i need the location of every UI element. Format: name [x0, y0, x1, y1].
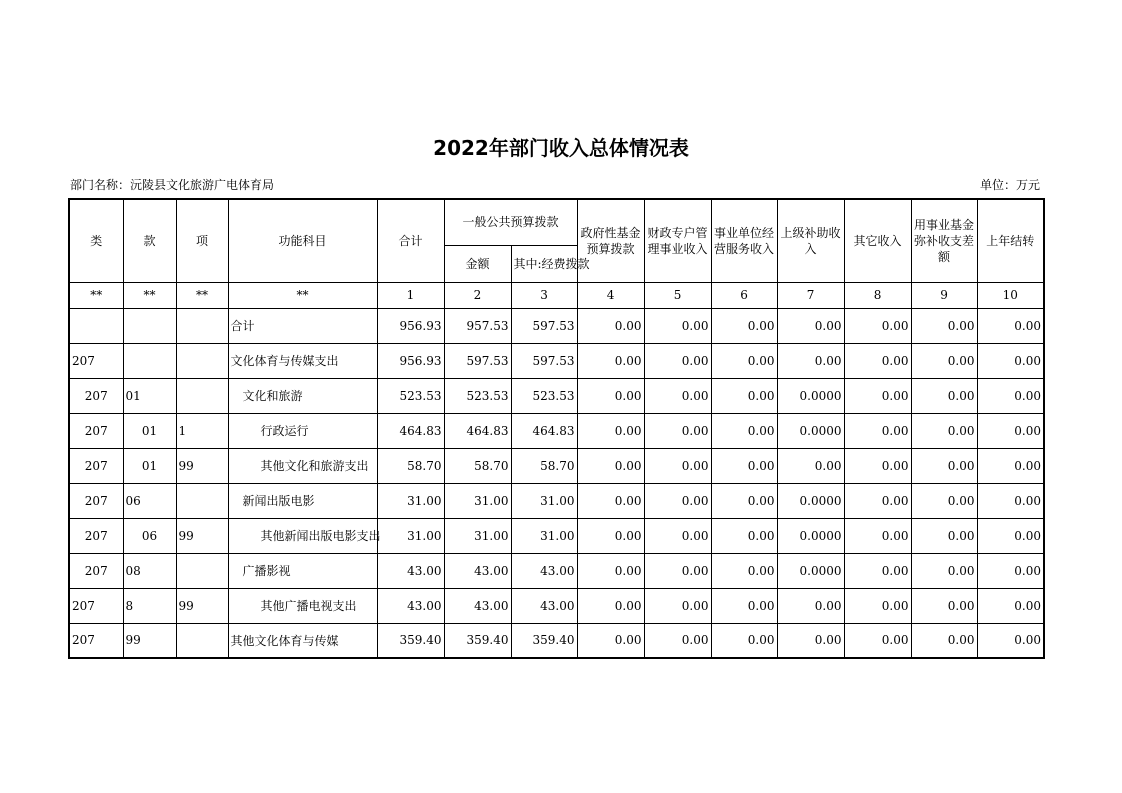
cell-value: 0.00	[711, 378, 777, 413]
code-cell: 6	[711, 282, 777, 308]
cell-value: 0.00	[777, 343, 844, 378]
code-cell: 2	[444, 282, 511, 308]
cell-value: 0.00	[711, 308, 777, 343]
cell-value: 0.00	[911, 623, 977, 658]
cell-value: 0.00	[977, 378, 1044, 413]
cell-value: 0.00	[911, 448, 977, 483]
cell-value: 0.00	[911, 553, 977, 588]
table-row	[69, 483, 1044, 518]
cell-value: 0.00	[644, 448, 711, 483]
header-fin-special: 财政专户管理事业收入	[644, 199, 711, 282]
cell-value: 0.00	[911, 588, 977, 623]
table-row	[69, 343, 1044, 378]
cell-value: 0.00	[644, 483, 711, 518]
cell-value: 43.00	[444, 553, 511, 588]
cell-value: 0.00	[977, 553, 1044, 588]
cell-value: 0.0000	[777, 413, 844, 448]
cell-value: 523.53	[444, 378, 511, 413]
cell-xiang	[176, 623, 228, 658]
cell-value: 58.70	[444, 448, 511, 483]
cell-subject: 行政运行	[228, 413, 377, 448]
cell-xiang: 99	[176, 448, 228, 483]
cell-value: 0.00	[577, 623, 644, 658]
cell-value: 0.00	[844, 588, 911, 623]
cell-lei: 207	[69, 623, 123, 658]
cell-value: 0.00	[911, 308, 977, 343]
cell-value: 957.53	[444, 308, 511, 343]
cell-value: 43.00	[444, 588, 511, 623]
code-cell: 1	[377, 282, 444, 308]
cell-value: 0.00	[577, 413, 644, 448]
cell-lei: 207	[69, 448, 123, 483]
header-biz-unit: 事业单位经营服务收入	[711, 199, 777, 282]
cell-value: 43.00	[511, 553, 577, 588]
cell-value: 0.00	[911, 483, 977, 518]
cell-value: 0.00	[844, 623, 911, 658]
cell-value: 956.93	[377, 308, 444, 343]
data-rows	[69, 308, 1044, 658]
cell-value: 31.00	[444, 483, 511, 518]
cell-value: 0.00	[844, 553, 911, 588]
cell-value: 0.00	[644, 378, 711, 413]
cell-value: 0.0000	[777, 483, 844, 518]
cell-value: 464.83	[511, 413, 577, 448]
header-upper-subsidy: 上级补助收入	[777, 199, 844, 282]
table-row	[69, 448, 1044, 483]
cell-value: 43.00	[511, 588, 577, 623]
cell-value: 0.00	[977, 308, 1044, 343]
cell-kuan: 06	[123, 518, 176, 553]
cell-lei: 207	[69, 413, 123, 448]
cell-value: 0.00	[577, 308, 644, 343]
code-cell: 3	[511, 282, 577, 308]
cell-value: 0.00	[977, 483, 1044, 518]
header-kuan: 款	[123, 199, 176, 282]
code-cell: 8	[844, 282, 911, 308]
header-funding: 其中:经费拨款	[511, 245, 577, 282]
income-table	[68, 198, 1045, 659]
code-cell: **	[123, 282, 176, 308]
code-cell: 9	[911, 282, 977, 308]
cell-subject: 其他广播电视支出	[228, 588, 377, 623]
cell-value: 0.00	[644, 413, 711, 448]
cell-value: 0.00	[844, 378, 911, 413]
cell-lei: 207	[69, 518, 123, 553]
cell-value: 597.53	[511, 308, 577, 343]
cell-subject: 其他文化体育与传媒	[228, 623, 377, 658]
cell-subject: 新闻出版电影	[228, 483, 377, 518]
cell-lei: 207	[69, 343, 123, 378]
cell-value: 0.0000	[777, 518, 844, 553]
cell-lei: 207	[69, 483, 123, 518]
cell-value: 0.00	[644, 623, 711, 658]
header-amount: 金额	[444, 245, 511, 282]
cell-lei: 207	[69, 588, 123, 623]
cell-value: 359.40	[377, 623, 444, 658]
code-cell: 4	[577, 282, 644, 308]
cell-value: 0.00	[844, 448, 911, 483]
cell-subject: 广播影视	[228, 553, 377, 588]
cell-value: 0.00	[977, 588, 1044, 623]
cell-subject: 文化和旅游	[228, 378, 377, 413]
table-row	[69, 413, 1044, 448]
cell-subject: 合计	[228, 308, 377, 343]
cell-value: 0.00	[577, 588, 644, 623]
cell-value: 0.00	[577, 483, 644, 518]
cell-value: 359.40	[511, 623, 577, 658]
cell-xiang	[176, 343, 228, 378]
unit-label: 单位：万元	[979, 178, 1040, 192]
cell-value: 0.00	[711, 553, 777, 588]
cell-value: 0.00	[977, 413, 1044, 448]
header-other: 其它收入	[844, 199, 911, 282]
page-title: 2022年部门收入总体情况表	[433, 136, 689, 160]
cell-kuan	[123, 308, 176, 343]
code-cell: 5	[644, 282, 711, 308]
cell-value: 597.53	[511, 343, 577, 378]
cell-xiang	[176, 483, 228, 518]
cell-kuan: 99	[123, 623, 176, 658]
cell-value: 0.00	[977, 623, 1044, 658]
cell-value: 0.00	[844, 343, 911, 378]
code-cell: **	[69, 282, 123, 308]
cell-value: 0.00	[977, 343, 1044, 378]
cell-value: 0.00	[911, 343, 977, 378]
department-name: 部门名称：沅陵县文化旅游广电体育局	[70, 178, 275, 192]
cell-xiang	[176, 553, 228, 588]
cell-value: 0.00	[844, 483, 911, 518]
cell-value: 31.00	[444, 518, 511, 553]
table-row	[69, 553, 1044, 588]
header-xiang: 项	[176, 199, 228, 282]
cell-xiang	[176, 378, 228, 413]
cell-value: 0.00	[977, 518, 1044, 553]
cell-value: 0.0000	[777, 553, 844, 588]
cell-value: 464.83	[377, 413, 444, 448]
cell-value: 0.00	[777, 623, 844, 658]
header-subject: 功能科目	[228, 199, 377, 282]
cell-value: 0.00	[711, 588, 777, 623]
header-general-budget: 一般公共预算拨款	[444, 199, 577, 245]
cell-value: 597.53	[444, 343, 511, 378]
table-row	[69, 623, 1044, 658]
cell-value: 956.93	[377, 343, 444, 378]
cell-value: 58.70	[511, 448, 577, 483]
header-gov-fund: 政府性基金预算拨款	[577, 199, 644, 282]
cell-value: 0.00	[711, 343, 777, 378]
cell-value: 0.00	[777, 448, 844, 483]
header-total: 合计	[377, 199, 444, 282]
cell-value: 43.00	[377, 553, 444, 588]
header-carryover: 上年结转	[977, 199, 1044, 282]
cell-value: 0.00	[977, 448, 1044, 483]
cell-value: 0.00	[911, 518, 977, 553]
cell-subject: 其他文化和旅游支出	[228, 448, 377, 483]
cell-value: 0.00	[711, 518, 777, 553]
cell-value: 0.00	[711, 623, 777, 658]
cell-value: 0.00	[644, 518, 711, 553]
cell-value: 0.00	[844, 413, 911, 448]
table-row	[69, 588, 1044, 623]
cell-kuan: 8	[123, 588, 176, 623]
cell-value: 0.00	[644, 308, 711, 343]
cell-xiang	[176, 308, 228, 343]
cell-kuan: 06	[123, 483, 176, 518]
code-cell: 7	[777, 282, 844, 308]
cell-value: 0.00	[911, 378, 977, 413]
code-cell: 10	[977, 282, 1044, 308]
cell-value: 0.00	[644, 588, 711, 623]
cell-value: 31.00	[511, 518, 577, 553]
cell-value: 43.00	[377, 588, 444, 623]
cell-value: 0.00	[577, 553, 644, 588]
cell-value: 0.00	[577, 448, 644, 483]
cell-kuan: 01	[123, 378, 176, 413]
cell-value: 0.00	[577, 343, 644, 378]
cell-value: 0.00	[577, 518, 644, 553]
cell-kuan: 01	[123, 413, 176, 448]
cell-value: 0.00	[644, 553, 711, 588]
code-cell: **	[228, 282, 377, 308]
cell-value: 0.00	[644, 343, 711, 378]
cell-value: 0.00	[911, 413, 977, 448]
cell-kuan: 01	[123, 448, 176, 483]
cell-value: 0.00	[844, 308, 911, 343]
cell-value: 0.00	[777, 588, 844, 623]
cell-value: 0.00	[711, 413, 777, 448]
cell-value: 58.70	[377, 448, 444, 483]
code-row	[69, 282, 1044, 308]
cell-value: 0.00	[777, 308, 844, 343]
header-reserve: 用事业基金弥补收支差额	[911, 199, 977, 282]
cell-value: 0.00	[844, 518, 911, 553]
cell-subject: 其他新闻出版电影支出	[228, 518, 377, 553]
code-cell: **	[176, 282, 228, 308]
cell-subject: 文化体育与传媒支出	[228, 343, 377, 378]
cell-xiang: 1	[176, 413, 228, 448]
table-row	[69, 378, 1044, 413]
cell-value: 523.53	[377, 378, 444, 413]
cell-value: 31.00	[511, 483, 577, 518]
cell-value: 464.83	[444, 413, 511, 448]
table-row	[69, 308, 1044, 343]
cell-lei	[69, 308, 123, 343]
cell-lei: 207	[69, 378, 123, 413]
cell-kuan: 08	[123, 553, 176, 588]
cell-lei: 207	[69, 553, 123, 588]
cell-xiang: 99	[176, 588, 228, 623]
cell-value: 0.00	[577, 378, 644, 413]
cell-xiang: 99	[176, 518, 228, 553]
cell-value: 359.40	[444, 623, 511, 658]
table-row	[69, 518, 1044, 553]
cell-value: 0.00	[711, 483, 777, 518]
cell-value: 31.00	[377, 518, 444, 553]
cell-value: 523.53	[511, 378, 577, 413]
cell-value: 0.0000	[777, 378, 844, 413]
cell-value: 0.00	[711, 448, 777, 483]
cell-value: 31.00	[377, 483, 444, 518]
header-lei: 类	[69, 199, 123, 282]
cell-kuan	[123, 343, 176, 378]
